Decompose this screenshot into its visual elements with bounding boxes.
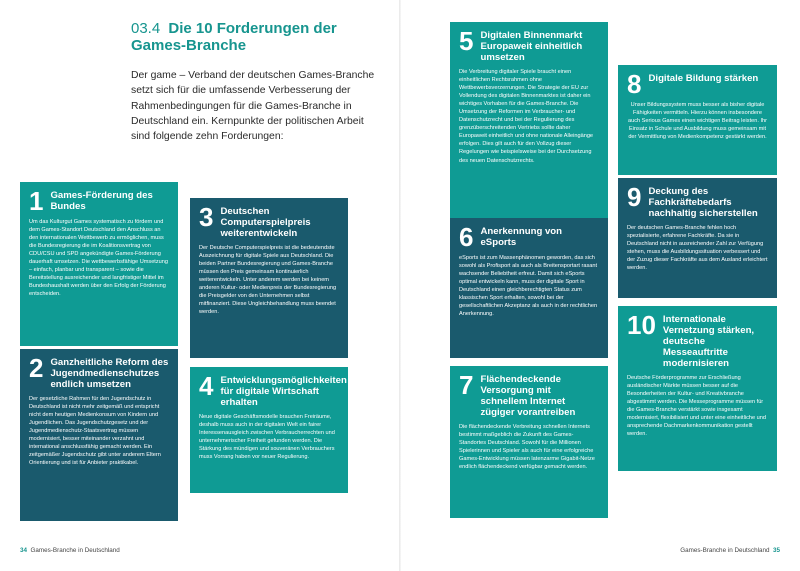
demand-title: Digitale Bildung stärken bbox=[648, 73, 759, 84]
demand-text: Der deutschen Games-Branche fehlen hoch spezialisierte, erfahrene Fachkräfte. Da sie in Deutschland nicht in ausreichender Zahl zur Verfügung stehen, muss die Ausbildungssituation verbessert und der Zuzug dieser Fachkräfte aus dem Ausland erleichtert werden. bbox=[627, 225, 768, 272]
demand-number: 8 bbox=[627, 69, 642, 99]
demand-text: Deutsche Förderprogramme zur Erschließung ausländischer Märkte müssen besser auf die Besonderheiten der Kultur- und Kreativbranche abgestimmt werden. Die Messeprogramme müssen für die Games-Branche verstärkt sowie insgesamt modernisiert, flexibilisiert und unter eine einheitliche und ansprechende Dachmarkenkommunikation gestellt werden. bbox=[627, 375, 766, 438]
demand-number: 9 bbox=[627, 182, 642, 212]
demand-box-9 bbox=[618, 178, 777, 298]
demand-title: Deutschen Computerspielpreis weiterentwickeln bbox=[220, 206, 311, 239]
section-number: 03.4 bbox=[131, 20, 161, 37]
demand-number: 2 bbox=[29, 353, 44, 383]
demand-box-1 bbox=[20, 182, 178, 346]
demand-title: Flächendeckende Versorgung mit schnellem Internet zügiger vorantreiben bbox=[480, 374, 576, 418]
demand-title: Games-Förderung des Bundes bbox=[50, 190, 153, 212]
demand-text: Neue digitale Geschäftsmodelle brauchen Freiräume, deshalb muss auch in der digitalen Welt ein fairer Interessenausgleich zwischen Verbraucherrechten und unternehmerischer Freiheit gefunden werden. Die Stärkung des mündigen und souveränen Verbrauchers muss Vorrang haben vor neuer Regulierung. bbox=[199, 414, 335, 461]
footer-text: Games-Branche in Deutschland bbox=[680, 547, 770, 554]
demand-box-4 bbox=[190, 367, 348, 493]
page-title bbox=[131, 20, 381, 54]
right-page bbox=[401, 0, 800, 571]
demand-title: Deckung des Fachkräftebedarfs nachhaltig sicherstellen bbox=[648, 186, 758, 219]
demand-box-7 bbox=[450, 366, 608, 518]
page-number: 35 bbox=[772, 547, 780, 554]
demand-text: Die Verbreitung digitaler Spiele braucht einen einheitlichen Rechtsrahmen ohne Wettbewerbsverzerrungen. Die Strategie der EU zur Vollendung des digitalen Binnenmarktes ist daher ein wichtiges Vorhaben für die Games-Branche. Die Umsetzung der Reformen im Verbraucher- und Datenschutzrecht und bei der Regulierung des grenzüberschreitenden Vertriebs sollte daher Europaweit einheitlich und ohne nationale Alleingänge erfolgen. Dies gilt auch für den Vollzug dieser Regelungen wie beispielsweise bei der Durchsetzung des neuen Datenschutzrechts. bbox=[459, 69, 594, 164]
demand-title: Internationale Vernetzung stärken, deutsche Messeauftritte modernisieren bbox=[662, 314, 755, 369]
demand-text: Die flächendeckende Verbreitung schnellen Internets bestimmt maßgeblich die Zukunft des Games-Standortes Deutschland. Sowohl für die Millionen Spielerinnen und Spieler als auch für eine erfolgreiche Games-Entwicklung müssen latenzarme Gigabit-Netze endlich flächendeckend verfügbar gemacht werden. bbox=[459, 424, 595, 471]
demand-number: 6 bbox=[459, 222, 474, 252]
demand-number: 4 bbox=[199, 371, 214, 401]
demand-number: 5 bbox=[459, 26, 474, 56]
section-title: Die 10 Forderungen der Games-Branche bbox=[131, 20, 337, 54]
footer-left bbox=[20, 547, 120, 554]
demand-box-8 bbox=[618, 65, 777, 175]
demand-title: Digitalen Binnenmarkt Europaweit einheitlich umsetzen bbox=[480, 30, 583, 63]
demand-box-6 bbox=[450, 218, 608, 358]
demand-box-2 bbox=[20, 349, 178, 521]
demand-text: Der Deutsche Computerspielpreis ist die bedeutendste Auszeichnung für digitale Spiele aus Deutschland. Die beiden Partner Bundesregierung und Games-Branche müssen den Preis gemeinsam kontinuierlich weiterentwickeln. Unter anderem werden bei keinem anderen Kultur- oder Medienpreis der Bundesregierung die Preisgelder von den Unternehmen selbst mitfinanziert. Diese Ungleichbehandlung muss beendet werden. bbox=[199, 245, 337, 316]
footer-text: Games-Branche in Deutschland bbox=[30, 547, 120, 554]
demand-text: eSports ist zum Massenphänomen geworden, das sich sowohl als Profisport als auch als Breitensportart rasant wachsender Beliebtheit erfreut. Damit sich eSports optimal entwickeln kann, muss der digitale Sport in Deutschland einen gleichberechtigten Status zum klassischen Sport erhalten, sowohl bei der gesellschaftlichen Akzeptanz als auch in der rechtlichen Anerkennung. bbox=[459, 255, 598, 318]
intro-text: Der game – Verband der deutschen Games-Branche setzt sich für die umfassende Verbesserung der Rahmenbedingungen für die Games-Branche in Deutschland ein. Kernpunkte der politischen Arbeit sind folgende zehn Forderungen: bbox=[131, 70, 375, 143]
demand-title: Entwicklungsmöglichkeiten für digitale Wirtschaft erhalten bbox=[220, 375, 347, 408]
demand-number: 3 bbox=[199, 202, 214, 232]
demand-number: 7 bbox=[459, 370, 474, 400]
footer-right bbox=[680, 547, 780, 554]
demand-title: Anerkennung von eSports bbox=[480, 226, 563, 248]
demand-box-10 bbox=[618, 306, 777, 471]
demand-box-3 bbox=[190, 198, 348, 358]
page-number: 34 bbox=[20, 547, 28, 554]
demand-number: 1 bbox=[29, 186, 44, 216]
demand-text: Der gesetzliche Rahmen für den Jugendschutz in Deutschland ist nicht mehr zeitgemäß und entspricht nicht dem heutigen Medienkonsum von Kindern und Jugendlichen. Das Jugendschutzgesetz und der Jugendmedienschutz-Staatsvertrag müssen modernisiert, besser miteinander verzahnt und international anschlussfähig gemacht werden. Ein zeitgemäßer Jugendschutz gibt unter anderem Eltern Orientierung und ist für Anbieter praktikabel. bbox=[29, 396, 161, 467]
demand-text: Unser Bildungssystem muss besser als bisher digitale Fähigkeiten vermitteln. Hierzu können insbesondere auch Serious Games einen wichtigen Beitrag leisten. Ihr Einsatz in Schule und Ausbildung muss gemeinsam mit der Vermittlung von Medienkompetenz gestärkt werden. bbox=[628, 102, 767, 141]
demand-number: 10 bbox=[627, 310, 656, 340]
demand-box-5 bbox=[450, 22, 608, 232]
demand-text: Um das Kulturgut Games systematisch zu fördern und dem Games-Standort Deutschland den Anschluss an den internationalen Wettbewerb zu ermöglichen, muss die Bundesregierung die im Koalitionsvertrag von CDU/CSU und SPD angekündigte Games-Förderung dauerhaft umsetzen. Die wettbewerbsfähige Umsetzung – einfach, planbar und transparent – sowie die Bereitstellung ausreichender und langfristiger Mittel im Bundeshaushalt werden über den Erfolg der Förderung entscheiden. bbox=[29, 219, 168, 298]
demand-title: Ganzheitliche Reform des Jugendmedienschutzes endlich umsetzen bbox=[50, 357, 169, 390]
